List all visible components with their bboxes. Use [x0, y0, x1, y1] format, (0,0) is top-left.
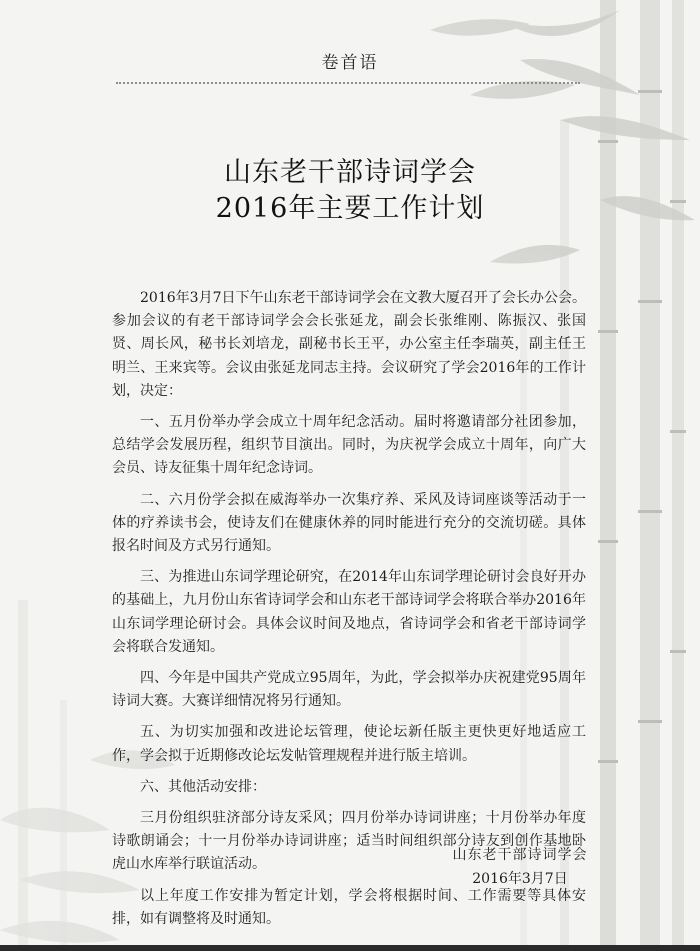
article-title-line-1: 山东老干部诗词学会 — [224, 157, 476, 188]
paragraph-item-1: 一、五月份举办学会成立十周年纪念活动。届时将邀请部分社团参加，总结学会发展历程，组织节目演出。同时，为庆祝学会成立十周年，向广大会员、诗友征集十周年纪念诗词。 — [112, 414, 586, 477]
section-label: 卷首语 — [321, 53, 379, 73]
paragraph-item-3: 三、为推进山东词学理论研究，在2014年山东词学理论研讨会良好开办的基础上，九月份山东省诗词学会和山东老干部诗词学会将联合举办2016年山东词学理论研讨会。具体会议时间及地点，省诗词学会和省老干部诗词学会将联合发通知。 — [112, 569, 586, 655]
paragraph-item-5: 五、为切实加强和改进论坛管理，使论坛新任版主更快更好地适应工作，学会拟于近期修改论坛发帖管理规程并进行版主培训。 — [112, 724, 586, 764]
paragraph-item-6: 六、其他活动安排： — [140, 778, 266, 795]
signature-date: 2016年3月7日 — [472, 871, 568, 887]
paragraph-item-4: 四、今年是中国共产党成立95周年，为此，学会拟举办庆祝建党95周年诗词大赛。大赛详细情况将另行通知。 — [112, 670, 586, 710]
paragraph-other-activities: 三月份组织驻济部分诗友采风；四月份举办诗词讲座；十月份举办年度诗歌朗诵会；十一月份举办诗词讲座；适当时间组织部分诗友到创作基地卧虎山水库举行联谊活动。 — [112, 810, 586, 873]
paragraph-intro: 2016年3月7日下午山东老干部诗词学会在文教大厦召开了会长办公会。参加会议的有老干部诗词学会会长张延龙，副会长张维刚、陈振汉、张国贤、周长风，秘书长刘培龙，副秘书长王平，办公室主任李瑞英，副主任王明兰、王来宾等。会议由张延龙同志主持。会议研究了学会2016年的工作计划，决定： — [112, 290, 586, 399]
dotted-divider — [116, 82, 580, 84]
signature-organization: 山东老干部诗词学会 — [452, 847, 588, 863]
article-title-line-2: 2016年主要工作计划 — [215, 193, 485, 224]
paragraph-item-2: 二、六月份学会拟在威海举办一次集疗养、采风及诗词座谈等活动于一体的疗养读书会，使诗友们在健康休养的同时能进行充分的交流切磋。具体报名时间及方式另行通知。 — [112, 491, 586, 555]
article-body — [112, 287, 586, 939]
paragraph-closing: 以上年度工作安排为暂定计划，学会将根据时间、工作需要等具体安排，如有调整将及时通知。 — [112, 887, 586, 927]
